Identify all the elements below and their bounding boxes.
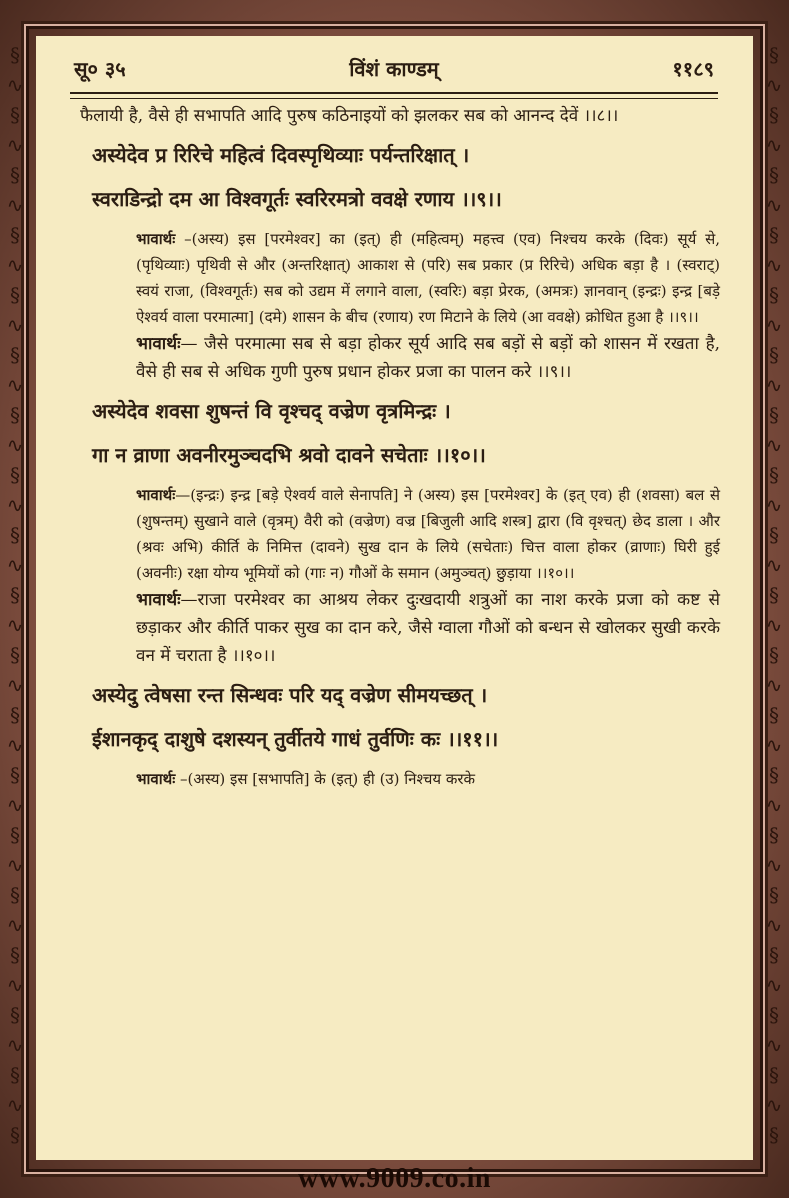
right-scroll-ornament: § ∿ § ∿ § ∿ § ∿ § ∿ § ∿ § ∿ § ∿ § ∿ § ∿ § ∿ § ∿ § ∿ § ∿ § ∿ § ∿ § ∿ § ∿ § <box>765 43 783 1147</box>
page-header <box>74 50 714 86</box>
chapter-title: विंशं काण्डम् <box>349 56 439 81</box>
mantra-11-line-1: अस्येदु त्वेषसा रन्त सिन्धवः परि यद् वज्रेण सीमयच्छत् । <box>92 683 488 707</box>
summary-label: भावार्थः <box>136 590 181 610</box>
word-meaning-text: –(अस्य) इस [सभापति] के (इत्) ही (उ) निश्चय करके <box>175 770 476 788</box>
scripture-page <box>36 36 753 1160</box>
mantra-10-line-1: अस्येदेव शवसा शुषन्तं वि वृश्चद् वज्रेण वृत्रमिन्द्रः । <box>92 399 451 423</box>
continuation-paragraph: फैलायी है, वैसे ही सभापति आदि पुरुष कठिनाइयों को झलकर सब को आनन्द देवें ।।८।। <box>80 106 619 126</box>
word-meaning-text: –(अस्य) इस [परमेश्वर] का (इत्) ही (महित्वम्) महत्त्व (एव) निश्चय करके (दिवः) सूर्य से, (पृथिव्याः) पृथिवी से और (अन्तरिक्षात्) आकाश से (परि) सब प्रकार (प्र रिरिचे) अधिक बड़ा है । (स्वराट्) स्वयं राजा, (विश्वगूर्तः) सब को उद्यम में लगाने वाला, (स्वरिः) बड़ा प्रेरक, (अमत्रः) ज्ञानवान् (इन्द्रः) इन्द्र [बड़े ऐश्वर्य वाला परमात्मा] (दमे) शासन के बीच (रणाय) रण मिटाने के लिये (आ ववक्षे) क्रोधित हुआ है ।।९।। <box>136 230 720 326</box>
page-number: ११८९ <box>672 56 714 81</box>
summary-10 <box>80 586 720 670</box>
page-body <box>80 102 720 792</box>
summary-9 <box>80 330 720 386</box>
mantra-9-line-1: अस्येदेव प्र रिरिचे महित्वं दिवस्पृथिव्याः पर्यन्तरिक्षात् । <box>92 143 470 167</box>
summary-text: —राजा परमेश्वर का आश्रय लेकर दुःखदायी शत्रुओं का नाश करके प्रजा को कष्ट से छड़ाकर और कीर्ति पाकर सुख का दान करे, जैसे ग्वाला गौओं को बन्धन से खोलकर सुखी करके वन में चराता है ।।१०।। <box>136 590 720 666</box>
website-watermark: www.9009.co.in <box>298 1163 491 1194</box>
mantra-11-line-2: ईशानकृद् दाशुषे दशस्यन् तुर्वीतये गाधं तुर्वणिः कः ।।११।। <box>92 727 499 751</box>
word-meaning-9 <box>80 226 720 330</box>
mantra-9-line-2: स्वराडिन्द्रो दम आ विश्वगूर्तः स्वरिरमत्रो ववक्षे रणाय ।।९।। <box>92 187 502 211</box>
left-scroll-ornament: § ∿ § ∿ § ∿ § ∿ § ∿ § ∿ § ∿ § ∿ § ∿ § ∿ § ∿ § ∿ § ∿ § ∿ § ∿ § ∿ § ∿ § ∿ § <box>6 43 24 1147</box>
word-meaning-10 <box>80 482 720 586</box>
header-divider <box>70 92 718 99</box>
word-meaning-label: भावार्थः <box>136 770 176 788</box>
sukta-number: सू० ३५ <box>74 56 126 81</box>
summary-text: — जैसे परमात्मा सब से बड़ा होकर सूर्य आदि सब बड़ों से बड़ों को शासन में रखता है, वैसे ही सब से अधिक गुणी पुरुष प्रधान होकर प्रजा का पालन करे ।।९।। <box>136 334 720 382</box>
word-meaning-11 <box>80 766 720 792</box>
word-meaning-label: भावार्थः <box>136 486 176 504</box>
word-meaning-label: भावार्थः <box>136 230 176 248</box>
word-meaning-text: —(इन्द्रः) इन्द्र [बड़े ऐश्वर्य वाले सेनापति] ने (अस्य) इस [परमेश्वर] के (इत् एव) ही (शवसा) बल से (शुषन्तम्) सुखाने वाले (वृत्रम्) वैरी को (वज्रेण) वज्र [बिजुली आदि शस्त्र] द्वारा (वि वृश्चत्) छेद डाला । और (श्रवः अभि) कीर्ति के निमित्त (दावने) सुख दान के लिये (सचेताः) चित्त वाला होकर (व्राणाः) घिरी हुई (अवनीः) रक्षा योग्य भूमियों को (गाः न) गौओं के समान (अमुञ्चत्) छुड़ाया ।।१०।। <box>136 486 720 582</box>
summary-label: भावार्थः <box>136 334 181 354</box>
mantra-10-line-2: गा न व्राणा अवनीरमुञ्चदभि श्रवो दावने सचेताः ।।१०।। <box>92 443 486 467</box>
